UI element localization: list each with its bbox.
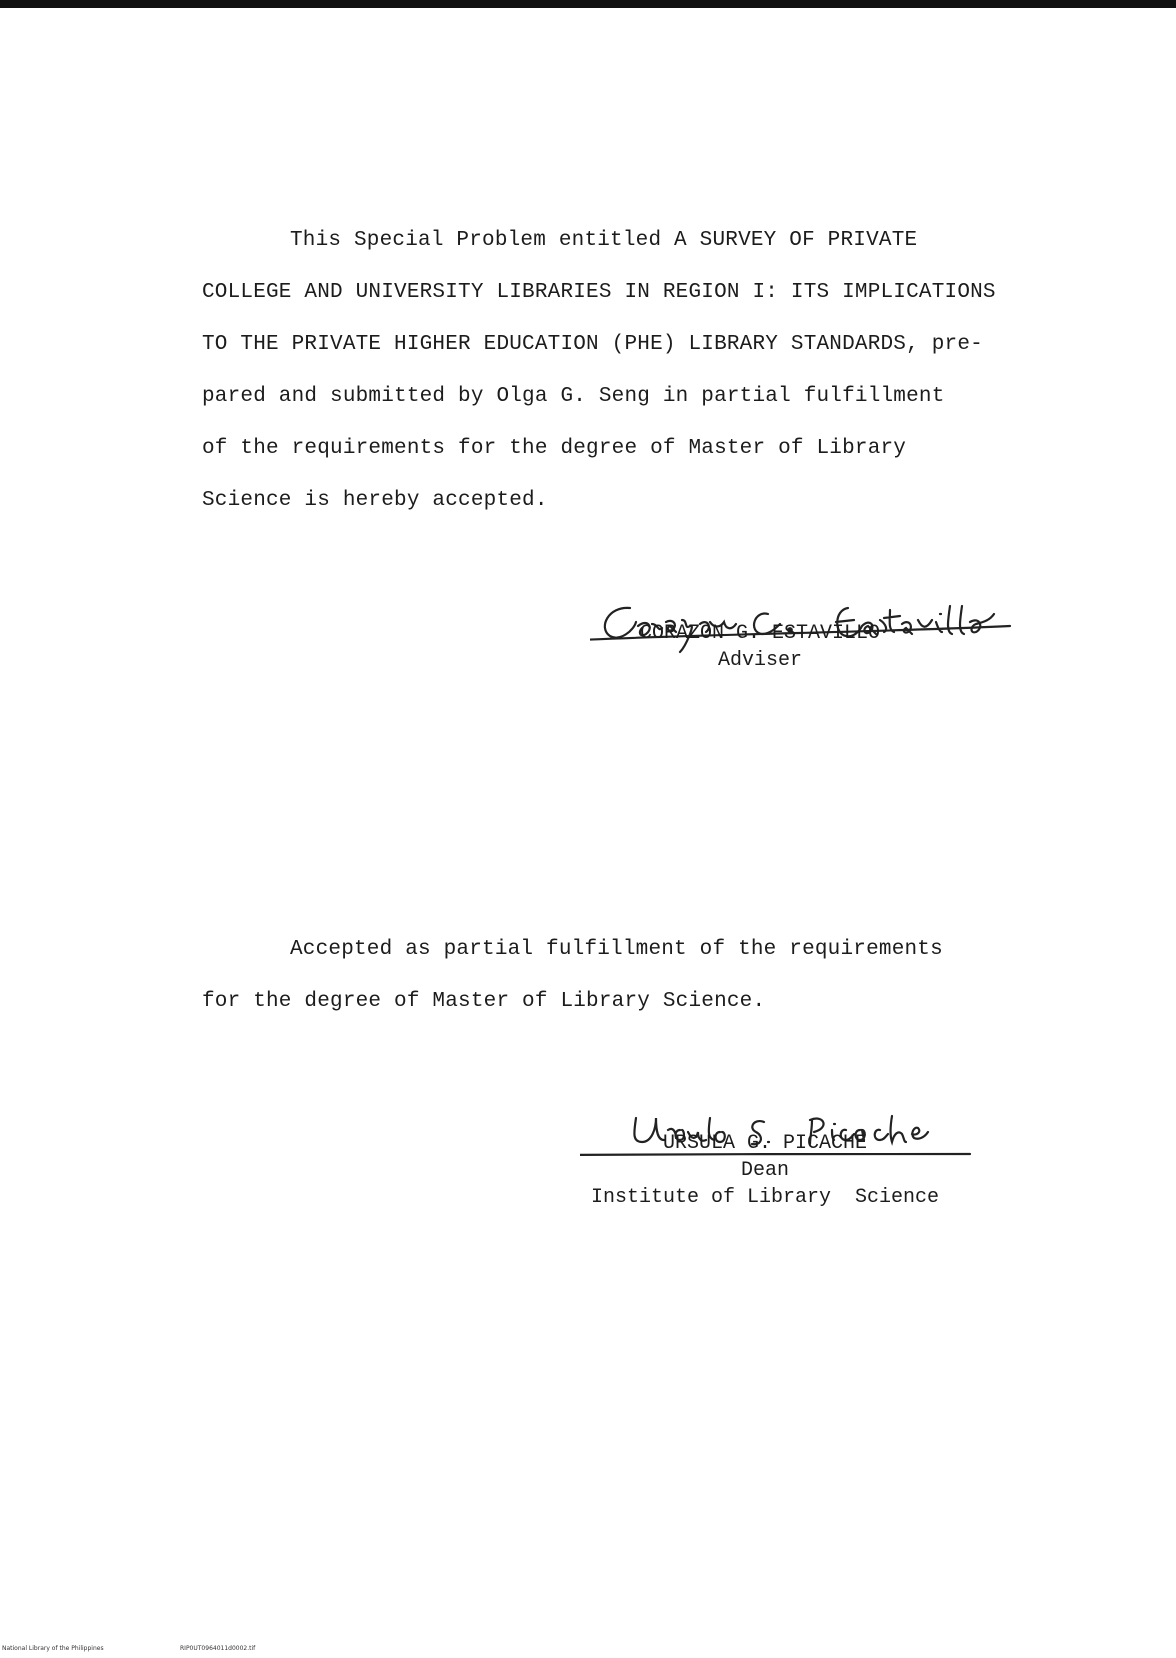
adviser-signature-block — [560, 620, 960, 674]
footer-file-name: RIP0UT0964011d0002.tif — [180, 1645, 256, 1652]
approval-line: Science is hereby accepted. — [202, 489, 548, 512]
approval-line: This Special Problem entitled A SURVEY OF PRIVATE — [290, 229, 918, 252]
approval-line: TO THE PRIVATE HIGHER EDUCATION (PHE) LIBRARY STANDARDS, pre- — [202, 333, 983, 356]
dean-role: Dean — [740, 1159, 789, 1182]
dean-signature-block — [555, 1130, 975, 1211]
acceptance-paragraph — [202, 924, 1022, 1028]
footer-library-label: National Library of the Philippines — [2, 1645, 104, 1652]
scan-top-edge — [0, 0, 1176, 8]
approval-line: of the requirements for the degree of Master of Library — [202, 437, 907, 460]
dean-institute: Institute of Library Science — [590, 1186, 940, 1209]
approval-line: COLLEGE AND UNIVERSITY LIBRARIES IN REGION I: ITS IMPLICATIONS — [202, 281, 996, 304]
acceptance-line: for the degree of Master of Library Science. — [202, 990, 766, 1013]
dean-name: URSULA G. PICACHE — [662, 1132, 868, 1155]
adviser-name: CORAZON G. ESTAVILLO — [639, 622, 881, 645]
approval-line: pared and submitted by Olga G. Seng in partial fulfillment — [202, 385, 945, 408]
adviser-role: Adviser — [717, 649, 802, 672]
acceptance-line: Accepted as partial fulfillment of the requirements — [290, 938, 943, 961]
approval-paragraph — [202, 215, 1022, 527]
